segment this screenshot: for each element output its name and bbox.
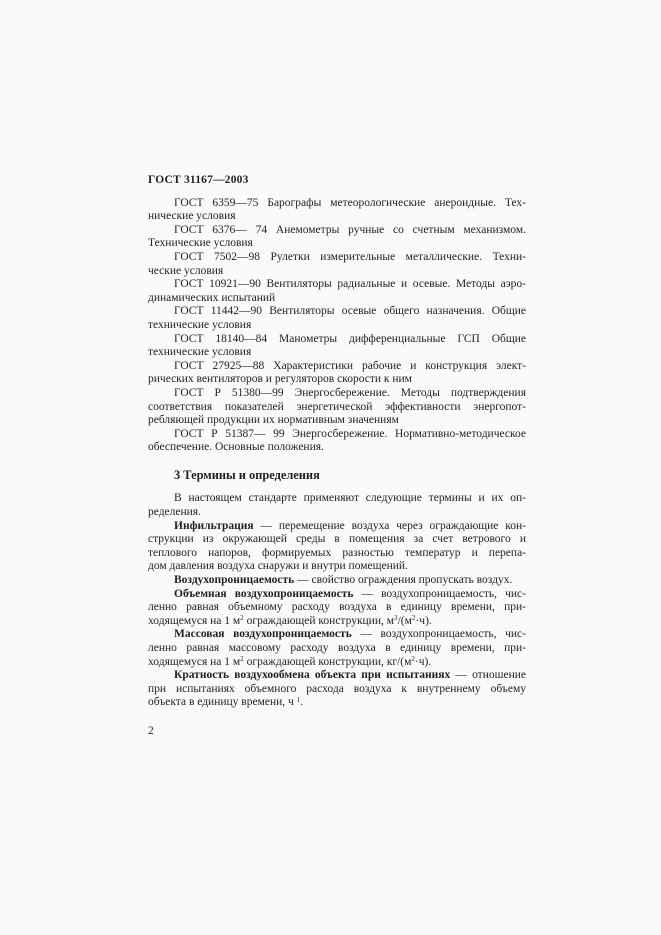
text-line: динамических испытаний [148, 291, 276, 304]
text-line: нические условия [148, 210, 236, 223]
text-line: ходящемуся на 1 $м^2$ ограждающей конструкции, $кг/(м^2\cdot ч)$. [148, 655, 432, 668]
paragraph [148, 224, 526, 251]
text-line: ГОСТ Р 51387— 99 Энергосбережение. Нормативно-методическое [174, 427, 526, 440]
paragraph [148, 387, 526, 428]
text-line: соответствия показателей энергетической эффективности энергопот- [148, 400, 526, 413]
text-line: Массовая воздухопроницаемость — воздухопроницаемость, чис- [174, 628, 526, 641]
text-line: ГОСТ 10921—90 Вентиляторы радиальные и осевые. Методы аэро- [174, 278, 526, 291]
paragraph [148, 305, 526, 332]
text-line: ленно равная массовому расходу воздуха в единицу времени, при- [148, 642, 526, 654]
text-line: ГОСТ 27925—88 Характеристики рабочие и конструкция элект- [174, 359, 526, 372]
section-heading: 3 Термины и определения [174, 467, 320, 482]
text-line: ГОСТ 6376— 74 Анемометры ручные со счетным механизмом. [174, 223, 526, 236]
text-column [148, 174, 526, 739]
paragraph [148, 628, 526, 669]
paragraph [148, 428, 526, 455]
text-line: дом давления воздуха снаружи и внутри помещений. [148, 560, 408, 573]
page-number: 2 [148, 724, 154, 737]
paragraph [148, 492, 526, 519]
text-line: технические условия [148, 346, 252, 359]
doc-code-header: ГОСТ 31167—2003 [148, 174, 249, 186]
text-line: Технические условия [148, 237, 253, 250]
references-list [148, 197, 526, 455]
paragraph [148, 197, 526, 224]
text-line: ребляющей продукции их нормативным значениям [148, 414, 399, 427]
paragraph [148, 360, 526, 387]
text-line: ределения. [148, 506, 201, 519]
paragraph [148, 333, 526, 360]
text-line: Кратность воздухообмена объекта при испытаниях — отношение [174, 669, 526, 682]
paragraph [148, 669, 526, 710]
text-line: теплового напоров, формируемых разностью температур и перепа- [148, 546, 526, 559]
text-line: ГОСТ 7502—98 Рулетки измерительные металлические. Техни- [174, 250, 526, 263]
text-line: ходящемуся на 1 $м^2$ ограждающей конструкции, $м^3/(м^2\cdot ч)$. [148, 614, 432, 627]
text-line: объекта в единицу времени, ч $^1$. [148, 695, 304, 709]
paragraph [148, 574, 526, 588]
text-line: ческие условия [148, 264, 224, 277]
text-line: Объемная воздухопроницаемость — воздухопроницаемость, чис- [174, 587, 526, 600]
text-line: струкции из окружающей среды в помещения за счет ветрового и [148, 533, 526, 546]
text-line: ленно равная объемному расходу воздуха в единицу времени, при- [148, 601, 526, 614]
text-line: рических вентиляторов и регуляторов скорости к ним [148, 373, 412, 386]
paragraph [148, 278, 526, 305]
paragraph [148, 588, 526, 629]
text-line: Инфильтрация — перемещение воздуха через ограждающие кон- [174, 519, 526, 532]
terms-definitions-list [148, 492, 526, 710]
paragraph [148, 520, 526, 574]
text-line: технические условия [148, 318, 252, 331]
text-line: ГОСТ 18140—84 Манометры дифференциальные ГСП Общие [174, 332, 526, 345]
text-line: обеспечение. Основные положения. [148, 441, 324, 454]
text-line: В настоящем стандарте применяют следующие термины и их оп- [174, 492, 526, 505]
text-line: Воздухопроницаемость — свойство ограждения пропускать воздух. [174, 574, 513, 587]
text-line: при испытаниях объемного расхода воздуха к внутреннему объему [148, 682, 526, 695]
text-line: ГОСТ 6359—75 Барографы метеорологические анероидные. Тех- [174, 196, 526, 209]
text-line: ГОСТ 11442—90 Вентиляторы осевые общего назначения. Общие [174, 305, 526, 318]
paragraph [148, 251, 526, 278]
text-line: ГОСТ Р 51380—99 Энергосбережение. Методы подтверждения [174, 386, 526, 399]
